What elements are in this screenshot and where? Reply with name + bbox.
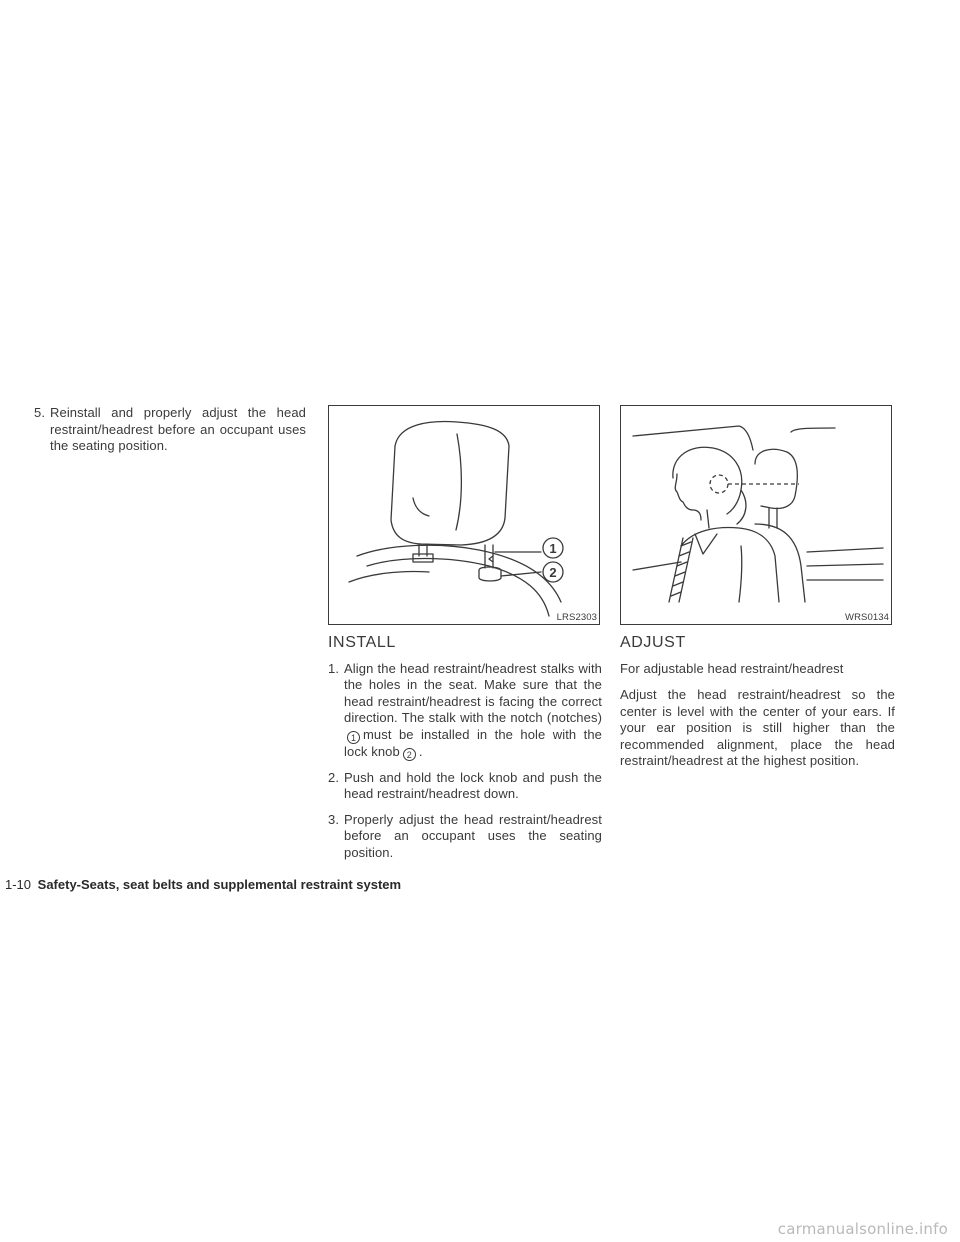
seat-top-inner — [367, 559, 549, 617]
install-step-1 — [328, 661, 602, 761]
callout-2-icon: 2 — [403, 748, 416, 761]
install-step-1-part1: Align the head restraint/headrest stalks with the holes in the seat. Make sure that the head restraint/headrest is facing the correct direction. The stalk with the notch (notches) — [344, 660, 602, 725]
adjust-heading: ADJUST — [620, 634, 686, 651]
install-step-3-number: 3. — [328, 811, 340, 827]
install-step-1-part2: must be installed in the hole with the lock knob — [344, 726, 602, 759]
install-step-2-text: Push and hold the lock knob and push the head restraint/headrest down. — [344, 769, 602, 801]
callout-1-icon: 1 — [347, 731, 360, 744]
hair-back — [737, 490, 746, 524]
headrest-post — [769, 508, 777, 528]
headrest — [755, 449, 797, 508]
shoulder — [681, 528, 779, 602]
adjust-column — [620, 405, 895, 780]
headrest-cushion — [391, 422, 509, 545]
adjust-figure — [620, 405, 892, 625]
belt-line-1 — [633, 562, 681, 570]
left-column — [34, 405, 306, 464]
install-figure — [328, 405, 600, 625]
hair — [673, 447, 742, 514]
collar — [695, 534, 717, 554]
step-5 — [34, 405, 306, 455]
install-step-1-end: . — [418, 743, 423, 759]
face — [675, 474, 701, 520]
install-heading: INSTALL — [328, 634, 396, 651]
head-alignment-illustration — [621, 406, 893, 626]
figure-code: WRS0134 — [845, 612, 889, 623]
roof-line — [633, 426, 753, 450]
watermark: carmanualsonline.info — [777, 1220, 948, 1238]
install-step-3 — [328, 812, 602, 862]
step-5-text: Reinstall and properly adjust the head restraint/headrest before an occupant uses the seating position. — [50, 405, 306, 453]
install-step-1-number: 1. — [328, 660, 340, 676]
install-step-2-number: 2. — [328, 769, 340, 785]
install-column — [328, 405, 602, 870]
adjust-instructions: Adjust the head restraint/headrest so the center is level with the center of your ears. If your ear position is still higher than the recommended alignment, place the head restraint/headrest at the highest position. — [620, 687, 895, 768]
callout-1-label: 1 — [549, 541, 557, 556]
install-step-2 — [328, 770, 602, 803]
belt-line-3 — [807, 564, 883, 566]
headrest-seam — [456, 434, 461, 530]
install-step-3-text: Properly adjust the head restraint/headrest before an occupant uses the seating position. — [344, 811, 602, 860]
adjust-subtitle: For adjustable head restraint/headrest — [620, 660, 844, 676]
seat-side — [349, 571, 429, 582]
headrest-stalk-illustration — [329, 406, 601, 626]
belt-line-2 — [807, 548, 883, 552]
page-footer — [5, 877, 401, 893]
section-title: Safety-Seats, seat belts and supplemental restraint system — [37, 877, 402, 892]
figure-code: LRS2303 — [556, 612, 597, 623]
ear-center-marker — [710, 475, 728, 493]
page-number: 1-10 — [5, 877, 32, 892]
headrest-crease — [413, 498, 429, 516]
neck — [707, 510, 709, 528]
rear-window — [791, 428, 835, 432]
arm — [739, 546, 742, 602]
install-step-1-text — [344, 661, 602, 761]
step-5-number: 5. — [34, 405, 46, 420]
callout-2-label: 2 — [549, 565, 557, 580]
